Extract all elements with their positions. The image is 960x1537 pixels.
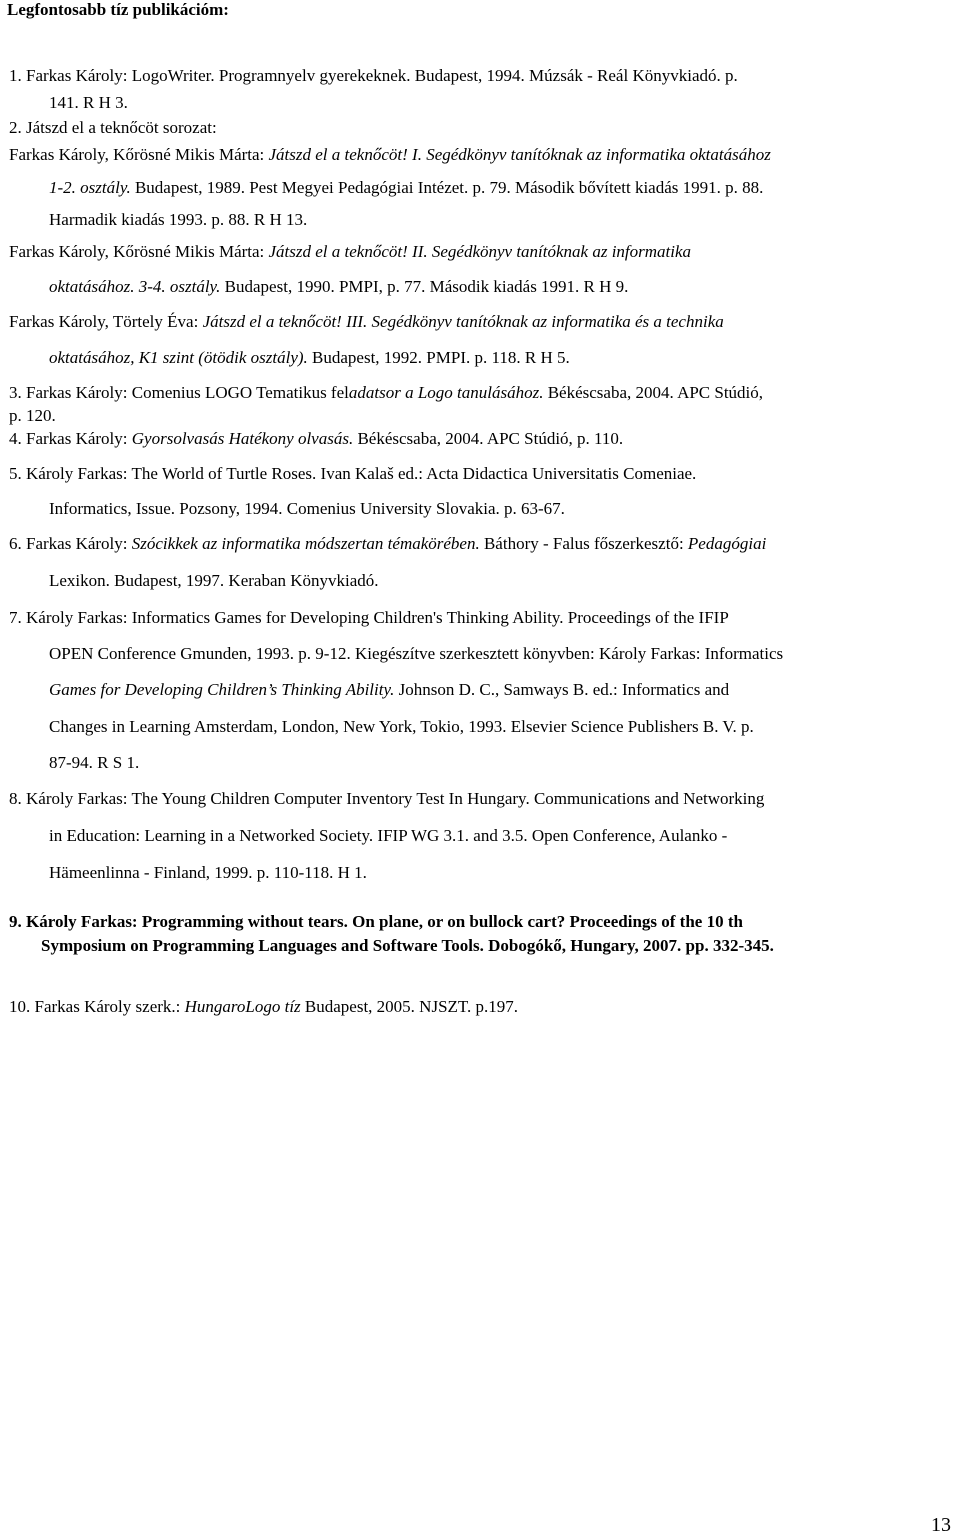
text: Budapest, 2005. NJSZT. p.197.	[300, 997, 519, 1016]
text: OPEN Conference Gmunden, 1993. p. 9-12. Kiegészítve szerkesztett könyvben: Károly Farkas: Informatics	[49, 644, 784, 663]
publication-line	[9, 996, 518, 1018]
text: p. 120.	[9, 406, 56, 425]
italic-text: Games for Developing Children’s Thinking Ability.	[49, 680, 395, 699]
text: Informatics, Issue. Pozsony, 1994. Comenius University Slovakia. p. 63-67.	[49, 499, 565, 518]
publication-line	[9, 788, 764, 810]
text: 8. Károly Farkas: The Young Children Computer Inventory Test In Hungary. Communications and Networking	[9, 789, 765, 808]
text: 2. Játszd el a teknőcöt sorozat:	[9, 118, 217, 137]
publication-line	[9, 117, 217, 139]
italic-text: Játszd el a teknőcöt! II. Segédkönyv tanítóknak az informatika	[268, 242, 692, 261]
text: Symposium on Programming Languages and Software Tools. Dobogókő, Hungary, 2007. pp. 332-345.	[41, 936, 774, 955]
italic-text: 1-2. osztály.	[49, 178, 131, 197]
text: Johnson D. C., Samways B. ed.: Informatics and	[394, 680, 730, 699]
italic-text: Játszd el a teknőcöt! I. Segédkönyv tanítóknak az informatika oktatásához	[268, 145, 771, 164]
text: 4. Farkas Károly:	[9, 429, 132, 448]
publication-line	[9, 241, 691, 263]
publication-line	[49, 825, 727, 847]
text: Lexikon. Budapest, 1997. Keraban Könyvkiadó.	[49, 571, 379, 590]
text: Farkas Károly, Kőrösné Mikis Márta:	[9, 242, 269, 261]
text: 141. R H 3.	[49, 93, 128, 112]
publication-line	[49, 570, 379, 592]
text: Farkas Károly, Törtely Éva:	[9, 312, 203, 331]
publication-line	[49, 716, 754, 738]
publication-line	[49, 752, 139, 774]
text: 7. Károly Farkas: Informatics Games for Developing Children's Thinking Ability. Proceedings of the IFIP	[9, 608, 729, 627]
publication-line	[9, 382, 763, 404]
italic-text: Játszd el a teknőcöt! III. Segédkönyv tanítóknak az informatika és a technika	[202, 312, 724, 331]
publication-line	[9, 428, 623, 450]
publication-line	[9, 144, 771, 166]
text: Farkas Károly, Kőrösné Mikis Márta:	[9, 145, 269, 164]
italic-text: HungaroLogo tíz	[184, 997, 301, 1016]
text: Budapest, 1989. Pest Megyei Pedagógiai Intézet. p. 79. Második bővített kiadás 1991. p. 88.	[130, 178, 764, 197]
publication-line	[49, 276, 628, 298]
text: Harmadik kiadás 1993. p. 88. R H 13.	[49, 210, 308, 229]
publication-line	[49, 679, 729, 701]
publication-line	[9, 911, 743, 933]
page-heading: Legfontosabb tíz publikációm:	[7, 0, 229, 19]
page-number: 13	[931, 1514, 951, 1536]
italic-text: Gyorsolvasás Hatékony olvasás.	[131, 429, 354, 448]
text: 3. Farkas Károly: Comenius LOGO Tematikus fel	[9, 383, 349, 402]
publication-line	[9, 311, 724, 333]
text: 10. Farkas Károly szerk.:	[9, 997, 185, 1016]
text: 5. Károly Farkas: The World of Turtle Roses. Ivan Kalaš ed.: Acta Didactica Universitatis Comeniae.	[9, 464, 697, 483]
text: Báthory - Falus főszerkesztő:	[479, 534, 688, 553]
italic-text: oktatásához, K1 szint (ötödik osztály).	[49, 348, 308, 367]
text: 87-94. R S 1.	[49, 753, 140, 772]
text: 1. Farkas Károly: LogoWriter. Programnyelv gyerekeknek. Budapest, 1994. Múzsák - Reál Könyvkiadó. p.	[9, 66, 738, 85]
publication-line	[9, 533, 766, 555]
italic-text: adatsor a Logo tanulásához.	[348, 383, 544, 402]
italic-text: Pedagógiai	[687, 534, 767, 553]
text: Budapest, 1992. PMPI. p. 118. R H 5.	[307, 348, 570, 367]
publication-line	[49, 347, 570, 369]
publication-line	[49, 862, 367, 884]
text: 9. Károly Farkas: Programming without tears. On plane, or on bullock cart? Proceedings of the 10 th	[9, 912, 743, 931]
text: Békéscsaba, 2004. APC Stúdió,	[543, 383, 764, 402]
publication-line	[9, 463, 696, 485]
publication-line	[49, 92, 128, 114]
text: Changes in Learning Amsterdam, London, New York, Tokio, 1993. Elsevier Science Publishers B. V. p.	[49, 717, 754, 736]
text: 6. Farkas Károly:	[9, 534, 132, 553]
italic-text: Szócikkek az informatika módszertan témakörében.	[131, 534, 480, 553]
publication-line	[49, 209, 307, 231]
text: Budapest, 1990. PMPI, p. 77. Második kiadás 1991. R H 9.	[220, 277, 629, 296]
text: Hämeenlinna - Finland, 1999. p. 110-118. H 1.	[49, 863, 367, 882]
text: in Education: Learning in a Networked Society. IFIP WG 3.1. and 3.5. Open Conference, Aulanko -	[49, 826, 728, 845]
publication-line	[49, 177, 763, 199]
italic-text: oktatásához. 3-4. osztály.	[49, 277, 221, 296]
publication-line	[49, 498, 565, 520]
publication-line	[9, 607, 729, 629]
publication-line	[9, 405, 56, 427]
publication-line	[41, 935, 774, 957]
text: Békéscsaba, 2004. APC Stúdió, p. 110.	[353, 429, 624, 448]
publication-line	[9, 65, 738, 87]
publication-line	[49, 643, 783, 665]
